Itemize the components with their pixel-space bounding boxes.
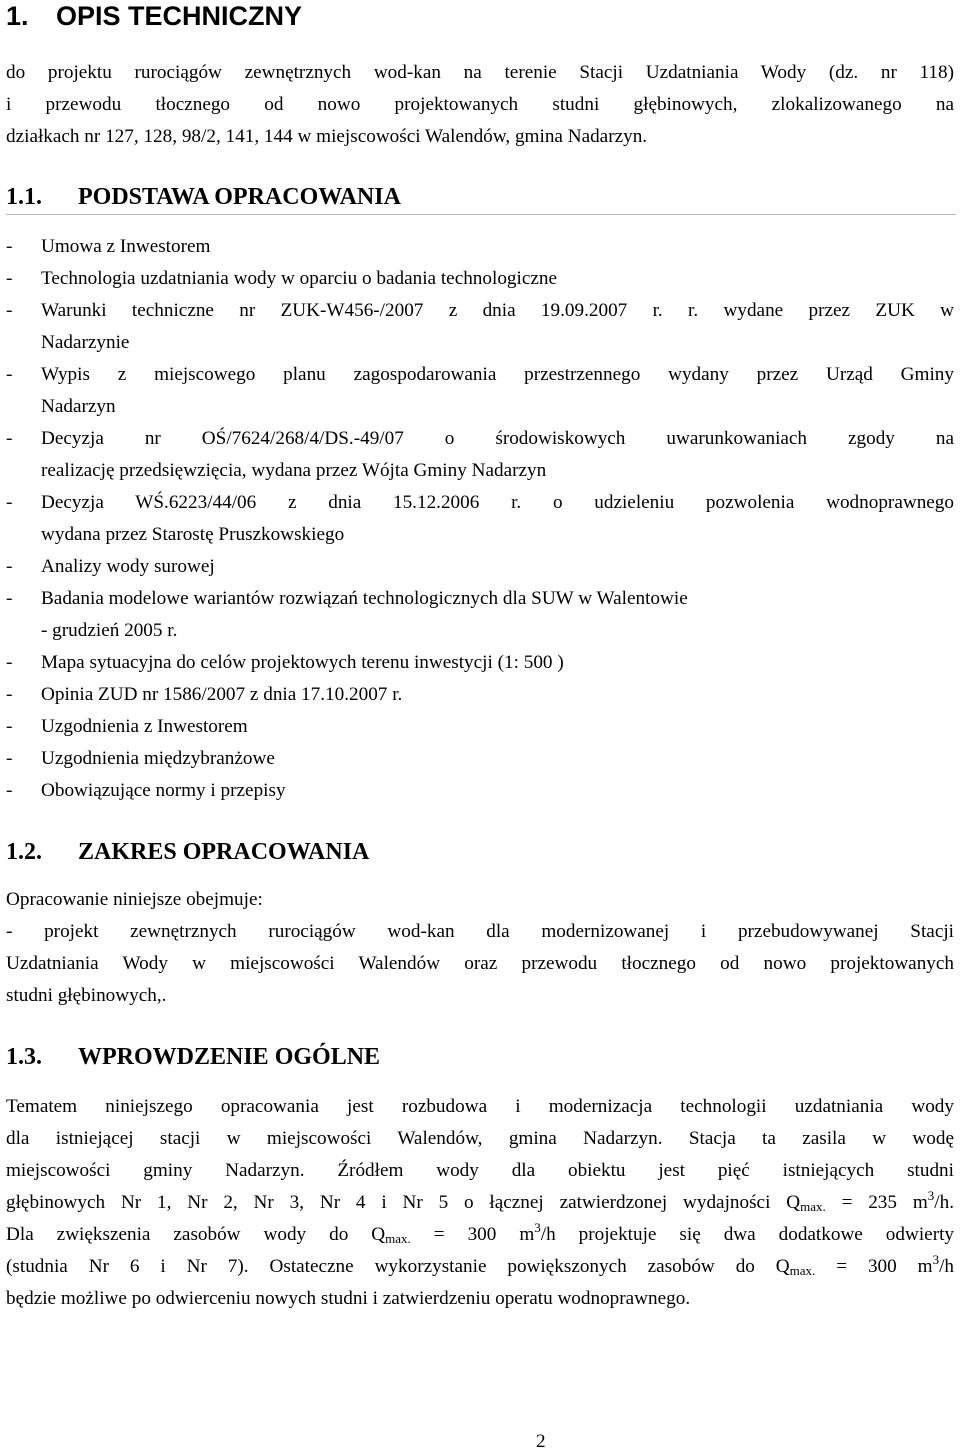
main-heading-title: OPIS TECHNICZNY <box>56 1 303 31</box>
list-item-text: Uzgodnienia z Inwestorem <box>41 716 248 737</box>
list-item <box>6 679 954 711</box>
list-item-text: realizację przedsięwzięcia, wydana przez Wójta Gminy Nadarzyn <box>41 460 547 481</box>
superscript-3: 3 <box>534 1220 541 1235</box>
list-dash: - <box>6 300 13 321</box>
scope-line: Uzdatniania Wody w miejscowości Walendów oraz przewodu tłocznego od nowo projektowanych <box>6 953 954 974</box>
list-item-text: Decyzja WŚ.6223/44/06 z dnia 15.12.2006 r. o udzieleniu pozwolenia wodnoprawnego <box>41 492 954 513</box>
intro-paragraph <box>6 57 954 153</box>
list-item-text: Technologia uzdatniania wody w oparciu o badania technologiczne <box>41 268 557 289</box>
scope-line: studni głębinowych,. <box>6 985 167 1006</box>
general-text: głębinowych Nr 1, Nr 2, Nr 3, Nr 4 i Nr 5 o łącznej zatwierdzonej wydajności Q <box>6 1192 801 1213</box>
list-item-text: Nadarzynie <box>41 332 130 353</box>
general-line: dla istniejącej stacji w miejscowości Walendów, gmina Nadarzyn. Stacja ta zasila w wodę <box>6 1128 954 1149</box>
general-line <box>6 1219 954 1251</box>
list-item <box>6 743 954 775</box>
general-text: /h projektuje się dwa dodatkowe odwierty <box>540 1224 955 1245</box>
superscript-3: 3 <box>932 1252 940 1267</box>
list-item <box>6 487 954 551</box>
scope-line: - projekt zewnętrznych rurociągów wod-kan dla modernizowanej i przebudowywanej Stacji <box>6 921 954 942</box>
general-text: = 235 m <box>825 1192 928 1213</box>
section-1-2-heading <box>6 836 956 869</box>
list-dash: - <box>6 268 13 289</box>
list-dash: - <box>6 556 13 577</box>
main-heading-number: 1. <box>6 1 29 31</box>
list-item-text: Nadarzyn <box>41 396 116 417</box>
list-item <box>6 711 954 743</box>
section-1-1-number: 1.1. <box>6 184 42 210</box>
list-item <box>6 647 954 679</box>
list-item-text: Mapa sytuacyjna do celów projektowych terenu inwestycji (1: 500 ) <box>41 652 564 673</box>
list-item-text: Umowa z Inwestorem <box>41 236 211 257</box>
list-item <box>6 263 954 295</box>
subscript-max: max. <box>800 1199 826 1214</box>
list-dash: - <box>6 684 13 705</box>
section-1-3-title: WPROWDZENIE OGÓLNE <box>78 1044 381 1070</box>
general-line: będzie możliwe po odwierceniu nowych studni i zatwierdzeniu operatu wodnoprawnego. <box>6 1288 691 1309</box>
intro-line: i przewodu tłocznego od nowo projektowanych studni głębinowych, zlokalizowanego na <box>6 94 954 115</box>
list-item <box>6 775 954 807</box>
list-item-text: Analizy wody surowej <box>41 556 215 577</box>
general-text: /h <box>939 1256 955 1277</box>
section-1-1-heading <box>6 181 956 215</box>
general-text: = 300 m <box>815 1256 933 1277</box>
list-dash: - <box>6 428 13 449</box>
general-text: (studnia Nr 6 i Nr 7). Ostateczne wykorzystanie powiększonych zasobów do Q <box>6 1256 790 1277</box>
page-number: 2 <box>536 1431 546 1452</box>
scope-lead-text: Opracowanie niniejsze obejmuje: <box>6 889 263 910</box>
general-text: = 300 m <box>410 1224 535 1245</box>
list-item-text: Obowiązujące normy i przepisy <box>41 780 286 801</box>
list-item-text: wydana przez Starostę Pruszkowskiego <box>41 524 345 545</box>
general-line <box>6 1251 954 1283</box>
list-item-text: Wypis z miejscowego planu zagospodarowania przestrzennego wydany przez Urząd Gminy <box>41 364 954 385</box>
general-line: miejscowości gminy Nadarzyn. Źródłem wody dla obiektu jest pięć istniejących studni <box>6 1160 954 1181</box>
list-item-text: Warunki techniczne nr ZUK-W456-/2007 z dnia 19.09.2007 r. r. wydane przez ZUK w <box>41 300 954 321</box>
section-1-2-title: ZAKRES OPRACOWANIA <box>78 839 370 865</box>
list-dash: - <box>6 236 13 257</box>
scope-lead <box>6 884 954 916</box>
intro-line: do projektu rurociągów zewnętrznych wod-kan na terenie Stacji Uzdatniania Wody (dz. nr 118) <box>6 62 954 83</box>
list-item <box>6 295 954 359</box>
list-item-text: Decyzja nr OŚ/7624/268/4/DS.-49/07 o środowiskowych uwarunkowaniach zgody na <box>41 428 954 449</box>
intro-general-paragraph <box>6 1091 954 1315</box>
general-line: Tematem niniejszego opracowania jest rozbudowa i modernizacja technologii uzdatniania wody <box>6 1096 954 1117</box>
subscript-max: max. <box>385 1231 411 1246</box>
list-dash: - <box>6 748 13 769</box>
superscript-3: 3 <box>927 1188 935 1203</box>
list-item-text: Uzgodnienia międzybranżowe <box>41 748 275 769</box>
section-1-3-heading <box>6 1041 956 1074</box>
list-dash: - <box>6 780 13 801</box>
list-item <box>6 551 954 583</box>
list-dash: - <box>6 364 13 385</box>
list-item-text: - grudzień 2005 r. <box>41 620 178 641</box>
scope-paragraph <box>6 916 954 1012</box>
general-text: Dla zwiększenia zasobów wody do Q <box>6 1224 386 1245</box>
section-1-2-number: 1.2. <box>6 839 42 865</box>
list-item <box>6 231 954 263</box>
list-item <box>6 359 954 423</box>
general-text: /h. <box>934 1192 954 1213</box>
list-item-text: Opinia ZUD nr 1586/2007 z dnia 17.10.2007 r. <box>41 684 403 705</box>
list-dash: - <box>6 588 13 609</box>
list-item <box>6 583 954 647</box>
list-dash: - <box>6 492 13 513</box>
list-dash: - <box>6 716 13 737</box>
list-dash: - <box>6 652 13 673</box>
subscript-max: max. <box>789 1263 816 1278</box>
intro-line: działkach nr 127, 128, 98/2, 141, 144 w miejscowości Walendów, gmina Nadarzyn. <box>6 126 648 147</box>
main-heading <box>6 0 302 32</box>
basis-list <box>6 231 954 807</box>
section-1-3-number: 1.3. <box>6 1044 42 1070</box>
general-line <box>6 1187 954 1219</box>
list-item-text: Badania modelowe wariantów rozwiązań technologicznych dla SUW w Walentowie <box>41 588 688 609</box>
list-item <box>6 423 954 487</box>
section-1-1-title: PODSTAWA OPRACOWANIA <box>78 184 401 210</box>
